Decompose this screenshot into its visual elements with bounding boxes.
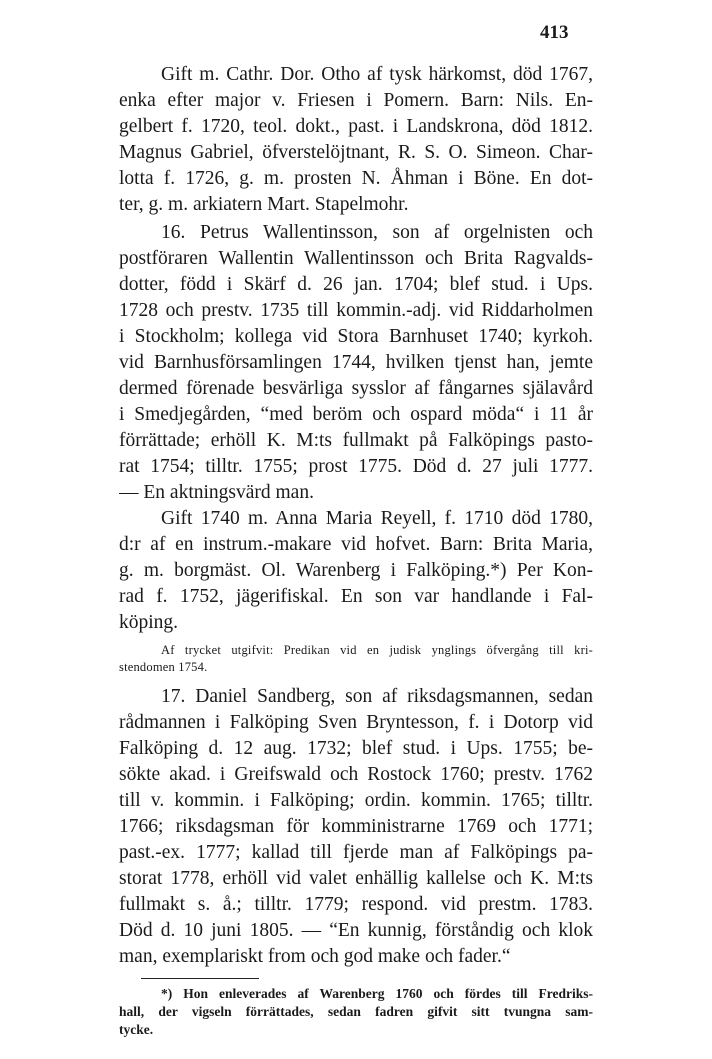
- text-line: gelbert f. 1720, teol. dokt., past. i Landskrona, död 1812.: [119, 116, 593, 137]
- footnote-line: hall, der vigseln förrättades, sedan fadren gifvit sitt tvungna sam-: [119, 1004, 593, 1019]
- footnote: [119, 985, 593, 1039]
- entry-16-start: 16. Petrus Wallentinsson, son af orgelnisten och: [161, 222, 593, 243]
- text-line: enka efter major v. Friesen i Pomern. Barn: Nils. En-: [119, 90, 593, 111]
- text-line: postföraren Wallentin Wallentinsson och Brita Ragvalds-: [119, 248, 593, 269]
- text-line: — En aktningsvärd man.: [119, 482, 314, 503]
- text-line: ter, g. m. arkiatern Mart. Stapelmohr.: [119, 194, 409, 215]
- note-line: Af trycket utgifvit: Predikan vid en judisk ynglings öfvergång till kri-: [161, 643, 593, 657]
- text-line: rat 1754; tilltr. 1755; prost 1775. Död d. 27 juli 1777.: [119, 456, 593, 477]
- text-line: Död d. 10 juni 1805. — “En kunnig, förståndig och klok: [119, 920, 593, 941]
- text-line: g. m. borgmäst. Ol. Warenberg i Falköping.*) Per Kon-: [119, 560, 593, 581]
- text-line: Gift 1740 m. Anna Maria Reyell, f. 1710 död 1780,: [161, 508, 593, 529]
- printed-works-note: [119, 642, 593, 676]
- text-line: past.-ex. 1777; kallad till fjerde man af Falköpings pa-: [119, 842, 593, 863]
- text-line: köping.: [119, 612, 179, 633]
- text-line: dermed förenade besvärliga sysslor af fångarnes själavård: [119, 378, 593, 399]
- text-line: d:r af en instrum.-makare vid hofvet. Barn: Brita Maria,: [119, 534, 593, 555]
- text-line: storat 1778, erhöll vid valet enhällig kallelse och K. M:ts: [119, 868, 593, 889]
- text-line: dotter, född i Skärf d. 26 jan. 1704; blef stud. i Ups.: [119, 274, 593, 295]
- text-line: vid Barnhusförsamlingen 1744, hvilken tjenst han, jemte: [119, 352, 593, 373]
- text-line: fullmakt s. å.; tilltr. 1779; respond. vid prestm. 1783.: [119, 894, 593, 915]
- page-number: 413: [540, 22, 569, 43]
- text-line: Magnus Gabriel, öfverstelöjtnant, R. S. O. Simeon. Char-: [119, 142, 593, 163]
- text-line: rådmannen i Falköping Sven Bryntesson, f. i Dotorp vid: [119, 712, 593, 733]
- text-line: 1728 och prestv. 1735 till kommin.-adj. vid Riddarholmen: [119, 300, 593, 321]
- note-line: stendomen 1754.: [119, 660, 208, 674]
- text-line: sökte akad. i Greifswald och Rostock 1760; prestv. 1762: [119, 764, 593, 785]
- text-line: Falköping d. 12 aug. 1732; blef stud. i Ups. 1755; be-: [119, 738, 593, 759]
- text-line: 1766; riksdagsman för komministrarne 1769 och 1771;: [119, 816, 593, 837]
- footnote-line: *) Hon enleverades af Warenberg 1760 och fördes till Fredriks-: [161, 986, 593, 1001]
- text-line: man, exemplariskt from och god make och fader.“: [119, 946, 511, 967]
- text-line: till v. kommin. i Falköping; ordin. kommin. 1765; tilltr.: [119, 790, 593, 811]
- main-text: [119, 62, 593, 1039]
- text-line: Gift m. Cathr. Dor. Otho af tysk härkomst, död 1767,: [161, 64, 593, 85]
- text-line: i Stockholm; kollega vid Stora Barnhuset 1740; kyrkoh.: [119, 326, 593, 347]
- text-line: rad f. 1752, jägerifiskal. En son var handlande i Fal-: [119, 586, 593, 607]
- footnote-line: tycke.: [119, 1022, 154, 1037]
- text-line: förrättade; erhöll K. M:ts fullmakt på Falköpings pasto-: [119, 430, 593, 451]
- footnote-divider: [141, 978, 259, 979]
- entry-17-start: 17. Daniel Sandberg, son af riksdagsmannen, sedan: [161, 686, 593, 707]
- text-line: lotta f. 1726, g. m. prosten N. Åhman i Böne. En dot-: [119, 168, 593, 189]
- text-line: i Smedjegården, “med beröm och ospard möda“ i 11 år: [119, 404, 593, 425]
